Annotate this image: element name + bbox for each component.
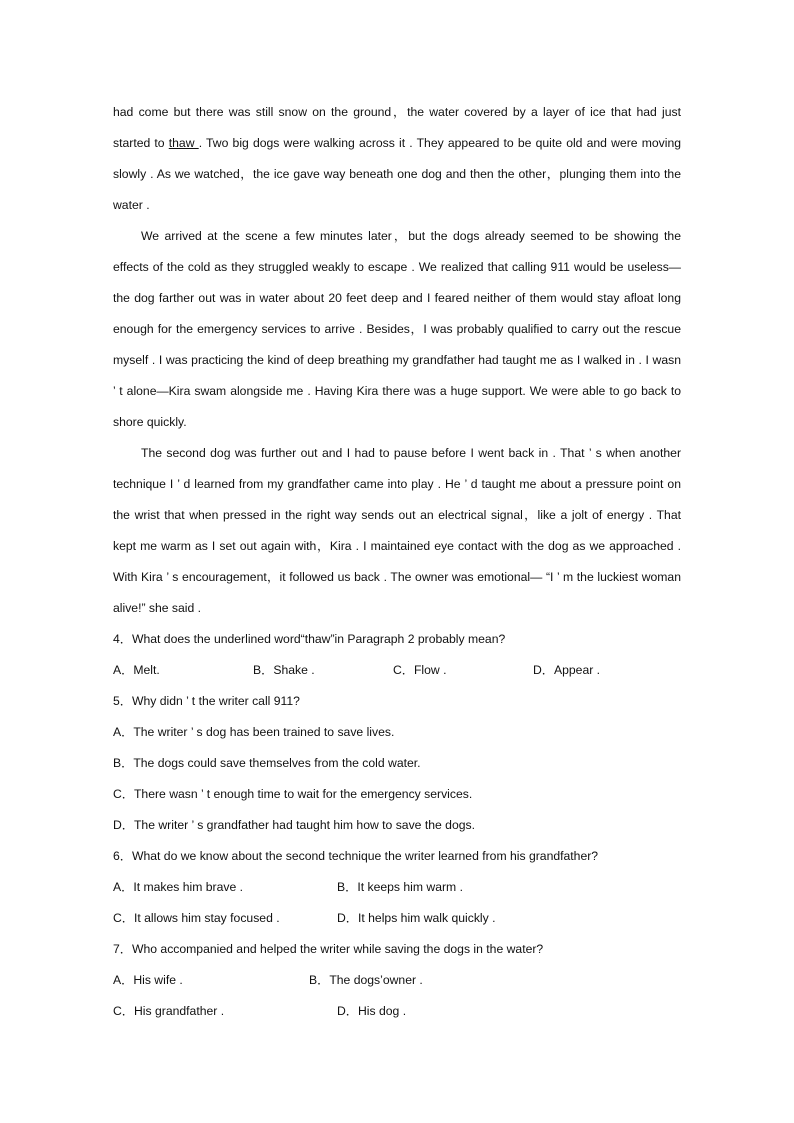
- question-4: [113, 624, 681, 686]
- paragraph-1-text-end: . Two big dogs were walking across it . They appeared to be quite old and were moving slowly . As we watched，the ice gave way beneath one dog and then the other，plunging them into the water .: [113, 136, 681, 212]
- question-6-options-row-1: [113, 872, 681, 903]
- question-5-option-a[interactable]: A．The writer ’ s dog has been trained to save lives.: [113, 725, 395, 739]
- question-4-option-d[interactable]: D．Appear .: [533, 663, 601, 677]
- question-6-option-a[interactable]: A．It makes him brave .: [113, 880, 244, 894]
- passage-paragraph-2: We arrived at the scene a few minutes later，but the dogs already seemed to be showing the effects of the cold as they struggled weakly to escape . We realized that calling 911 would be useless—the dog farther out was in water about 20 feet deep and I feared neither of them would stay afloat long enough for the emergency services to arrive . Besides，I was probably qualified to carry out the rescue myself . I was practicing the kind of deep breathing my grandfather had taught me as I walked in . I wasn ’ t alone—Kira swam alongside me . Having Kira there was a huge support. We were able to go back to shore quickly.: [113, 229, 681, 429]
- question-4-option-a[interactable]: A．Melt.: [113, 663, 160, 677]
- question-7-option-b[interactable]: B．The dogs’owner .: [309, 973, 423, 987]
- question-4-option-c[interactable]: C．Flow .: [393, 663, 447, 677]
- question-4-options: [113, 655, 681, 686]
- underlined-word-thaw: thaw: [168, 136, 199, 150]
- question-7-options-row-1: [113, 965, 681, 996]
- question-7: [113, 934, 681, 1027]
- question-7-stem: 7．Who accompanied and helped the writer while saving the dogs in the water?: [113, 942, 544, 956]
- question-7-option-c[interactable]: C．His grandfather .: [113, 1004, 225, 1018]
- question-5-option-b[interactable]: B．The dogs could save themselves from the cold water.: [113, 756, 421, 770]
- question-6-option-b[interactable]: B．It keeps him warm .: [337, 880, 463, 894]
- question-5-stem: 5．Why didn ’ t the writer call 911?: [113, 694, 300, 708]
- question-5-option-c[interactable]: C．There wasn ’ t enough time to wait for the emergency services.: [113, 787, 473, 801]
- question-4-option-b[interactable]: B．Shake .: [253, 663, 315, 677]
- passage-paragraph-1: [113, 97, 681, 221]
- passage-paragraph-3: The second dog was further out and I had to pause before I went back in . That ’ s when another technique I ’ d learned from my grandfather came into play . He ’ d taught me about a pressure point on the wrist that when pressed in the right way sends out an electrical signal，like a jolt of energy . That kept me warm as I set out again with，Kira . I maintained eye contact with the dog as we approached . With Kira ’ s encouragement，it followed us back . The owner was emotional— “I ’ m the luckiest woman alive!” she said .: [113, 446, 681, 615]
- question-4-stem: 4．What does the underlined word“thaw”in Paragraph 2 probably mean?: [113, 632, 506, 646]
- question-7-option-a[interactable]: A．His wife .: [113, 973, 183, 987]
- question-6-options-row-2: [113, 903, 681, 934]
- exam-content: [113, 97, 681, 1027]
- paragraph-1-text-start: had come but there was still snow on the ground，the water covered by a layer of ice that had just started to: [113, 105, 681, 150]
- question-5-option-d[interactable]: D．The writer ’ s grandfather had taught him how to save the dogs.: [113, 818, 475, 832]
- question-7-option-d[interactable]: D．His dog .: [337, 1004, 407, 1018]
- question-6-option-d[interactable]: D．It helps him walk quickly .: [337, 911, 496, 925]
- question-7-options-row-2: [113, 996, 681, 1027]
- question-6: [113, 841, 681, 934]
- question-6-stem: 6．What do we know about the second technique the writer learned from his grandfather?: [113, 849, 599, 863]
- question-5: [113, 686, 681, 841]
- question-6-option-c[interactable]: C．It allows him stay focused .: [113, 911, 280, 925]
